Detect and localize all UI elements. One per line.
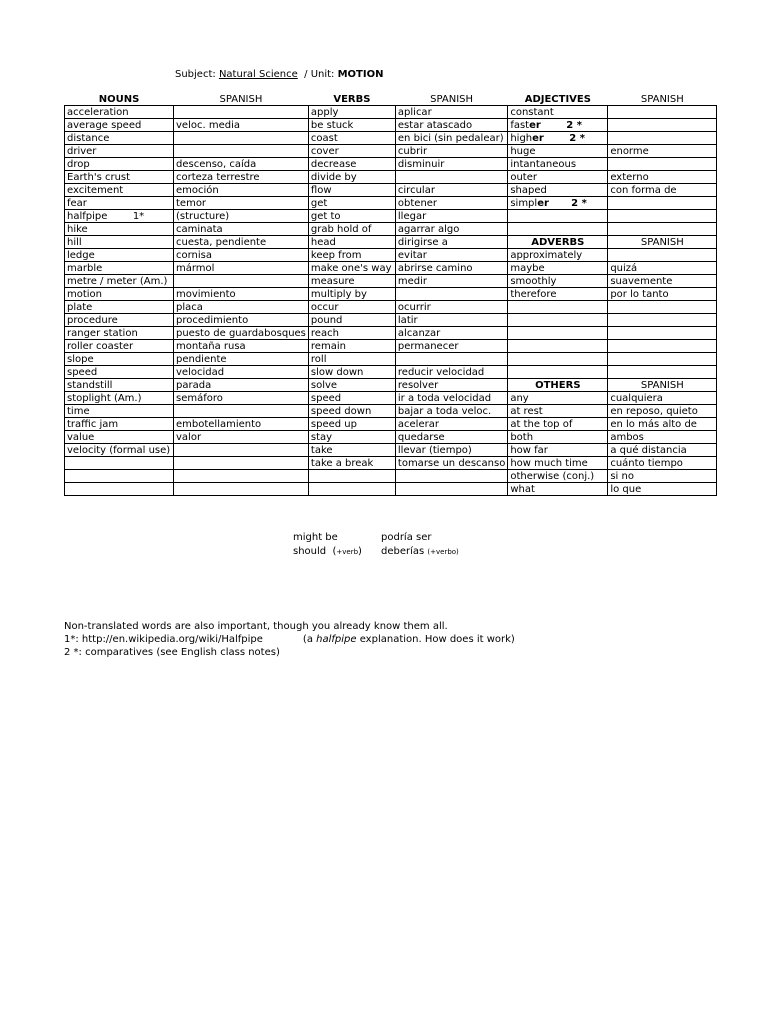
adjective-spanish-cell: externo (608, 171, 717, 184)
noun-cell: time (65, 405, 174, 418)
adjective-spanish-cell (608, 197, 717, 210)
adverbs-header: ADVERBS (508, 236, 608, 249)
noun-spanish-cell (174, 145, 309, 158)
note-line-2: 1*: http://en.wikipedia.org/wiki/Halfpipe (a halfpipe explanation. How does it work) (64, 634, 515, 645)
noun-cell (65, 483, 174, 496)
verbs-header: VERBS (308, 93, 395, 106)
footnotes (64, 620, 515, 659)
noun-cell: excitement (65, 184, 174, 197)
verb-cell (308, 470, 395, 483)
verb-cell: be stuck (308, 119, 395, 132)
other-spanish-cell: si no (608, 470, 717, 483)
spanish-header: SPANISH (608, 379, 717, 392)
adjective-spanish-cell (608, 132, 717, 145)
table-row (65, 444, 717, 457)
verb-spanish-cell (395, 470, 507, 483)
verb-cell: roll (308, 353, 395, 366)
extra-phrases (293, 531, 459, 559)
extra-row (293, 545, 459, 559)
table-row (65, 470, 717, 483)
noun-cell: acceleration (65, 106, 174, 119)
verb-cell: apply (308, 106, 395, 119)
adjective-spanish-cell (608, 223, 717, 236)
noun-cell: fear (65, 197, 174, 210)
verb-spanish-cell (395, 171, 507, 184)
table-row (65, 223, 717, 236)
verb-cell: occur (308, 301, 395, 314)
adverb-cell (508, 340, 608, 353)
noun-spanish-cell: mármol (174, 262, 309, 275)
verb-cell: pound (308, 314, 395, 327)
verb-cell: grab hold of (308, 223, 395, 236)
others-header: OTHERS (508, 379, 608, 392)
noun-spanish-cell: montaña rusa (174, 340, 309, 353)
noun-spanish-cell: corteza terrestre (174, 171, 309, 184)
table-row (65, 431, 717, 444)
noun-cell: stoplight (Am.) (65, 392, 174, 405)
table-row (65, 184, 717, 197)
extra-spanish: deberías (+verbo) (381, 546, 459, 557)
noun-spanish-cell: movimiento (174, 288, 309, 301)
table-row (65, 405, 717, 418)
verb-cell (308, 483, 395, 496)
verb-cell: head (308, 236, 395, 249)
adjective-spanish-cell (608, 210, 717, 223)
noun-cell: traffic jam (65, 418, 174, 431)
verb-spanish-cell (395, 353, 507, 366)
verb-spanish-cell: evitar (395, 249, 507, 262)
verb-spanish-cell: ocurrir (395, 301, 507, 314)
verb-spanish-cell (395, 483, 507, 496)
other-cell: otherwise (conj.) (508, 470, 608, 483)
other-spanish-cell: ambos (608, 431, 717, 444)
noun-cell: velocity (formal use) (65, 444, 174, 457)
adverb-cell (508, 353, 608, 366)
adjective-spanish-cell: enorme (608, 145, 717, 158)
adjective-cell: outer (508, 171, 608, 184)
noun-spanish-cell: parada (174, 379, 309, 392)
adverb-cell (508, 366, 608, 379)
other-cell: how far (508, 444, 608, 457)
table-row (65, 353, 717, 366)
noun-cell: roller coaster (65, 340, 174, 353)
other-spanish-cell: lo que (608, 483, 717, 496)
noun-cell: procedure (65, 314, 174, 327)
adjective-cell: shaped (508, 184, 608, 197)
verb-cell: get to (308, 210, 395, 223)
verb-cell: speed (308, 392, 395, 405)
unit-value: MOTION (337, 69, 384, 80)
unit-label: / Unit: (304, 69, 335, 80)
other-cell: how much time (508, 457, 608, 470)
noun-spanish-cell: cornisa (174, 249, 309, 262)
verb-spanish-cell: disminuir (395, 158, 507, 171)
verb-spanish-cell: aplicar (395, 106, 507, 119)
halfpipe-link[interactable]: 1*: http://en.wikipedia.org/wiki/Halfpipe (64, 634, 263, 645)
adverb-spanish-cell: quizá (608, 262, 717, 275)
adjective-spanish-cell (608, 106, 717, 119)
verb-spanish-cell: llevar (tiempo) (395, 444, 507, 457)
verb-cell: speed down (308, 405, 395, 418)
table-row (65, 262, 717, 275)
verb-spanish-cell: acelerar (395, 418, 507, 431)
table-row (65, 132, 717, 145)
verb-spanish-cell (395, 288, 507, 301)
noun-spanish-cell (174, 405, 309, 418)
verb-spanish-cell: cubrir (395, 145, 507, 158)
adverb-spanish-cell: por lo tanto (608, 288, 717, 301)
verb-spanish-cell: dirigirse a (395, 236, 507, 249)
table-row (65, 171, 717, 184)
spanish-header: SPANISH (608, 93, 717, 106)
other-cell: what (508, 483, 608, 496)
noun-spanish-cell: descenso, caída (174, 158, 309, 171)
other-cell: any (508, 392, 608, 405)
verb-cell: solve (308, 379, 395, 392)
extra-english: might be (293, 532, 338, 543)
noun-cell: value (65, 431, 174, 444)
verb-spanish-cell: quedarse (395, 431, 507, 444)
noun-cell: hike (65, 223, 174, 236)
verb-cell: decrease (308, 158, 395, 171)
noun-cell: average speed (65, 119, 174, 132)
other-spanish-cell: a qué distancia (608, 444, 717, 457)
table-row (65, 210, 717, 223)
table-row (65, 106, 717, 119)
table-row (65, 197, 717, 210)
noun-spanish-cell: pendiente (174, 353, 309, 366)
noun-spanish-cell (174, 132, 309, 145)
verb-spanish-cell: circular (395, 184, 507, 197)
verb-cell: divide by (308, 171, 395, 184)
verb-cell: coast (308, 132, 395, 145)
adverb-cell: smoothly (508, 275, 608, 288)
table-row (65, 483, 717, 496)
adverb-spanish-cell (608, 340, 717, 353)
adverb-cell: maybe (508, 262, 608, 275)
verb-spanish-cell: abrirse camino (395, 262, 507, 275)
verb-spanish-cell: ir a toda velocidad (395, 392, 507, 405)
subject-label: Subject: (175, 69, 216, 80)
adjective-cell (508, 223, 608, 236)
spanish-header: SPANISH (395, 93, 507, 106)
table-row (65, 379, 717, 392)
noun-spanish-cell: semáforo (174, 392, 309, 405)
verb-spanish-cell: agarrar algo (395, 223, 507, 236)
verb-spanish-cell: en bici (sin pedalear) (395, 132, 507, 145)
verb-spanish-cell: resolver (395, 379, 507, 392)
table-row (65, 236, 717, 249)
adjective-spanish-cell (608, 158, 717, 171)
verb-cell: take (308, 444, 395, 457)
table-row (65, 340, 717, 353)
extra-spanish: podría ser (381, 532, 432, 543)
other-spanish-cell: en reposo, quieto (608, 405, 717, 418)
noun-spanish-cell: veloc. media (174, 119, 309, 132)
adverb-cell (508, 301, 608, 314)
noun-cell: ranger station (65, 327, 174, 340)
table-row (65, 301, 717, 314)
noun-cell: Earth's crust (65, 171, 174, 184)
table-row (65, 392, 717, 405)
other-cell: both (508, 431, 608, 444)
verb-spanish-cell: latir (395, 314, 507, 327)
table-row (65, 327, 717, 340)
verb-spanish-cell: permanecer (395, 340, 507, 353)
adverb-spanish-cell: suavemente (608, 275, 717, 288)
verb-spanish-cell: obtener (395, 197, 507, 210)
noun-cell: hill (65, 236, 174, 249)
noun-spanish-cell: (structure) (174, 210, 309, 223)
table-row (65, 457, 717, 470)
other-cell: at the top of (508, 418, 608, 431)
noun-cell: drop (65, 158, 174, 171)
adverb-spanish-cell (608, 249, 717, 262)
noun-cell: motion (65, 288, 174, 301)
verb-spanish-cell: tomarse un descanso (395, 457, 507, 470)
noun-cell: marble (65, 262, 174, 275)
adverb-spanish-cell (608, 327, 717, 340)
adverb-cell: approximately (508, 249, 608, 262)
noun-spanish-cell: procedimiento (174, 314, 309, 327)
verb-cell: slow down (308, 366, 395, 379)
noun-spanish-cell: caminata (174, 223, 309, 236)
verb-spanish-cell: alcanzar (395, 327, 507, 340)
noun-spanish-cell (174, 457, 309, 470)
table-row (65, 119, 717, 132)
subject-value: Natural Science (218, 69, 298, 80)
noun-cell: speed (65, 366, 174, 379)
document-header (175, 69, 383, 80)
noun-cell: slope (65, 353, 174, 366)
adjective-cell: huge (508, 145, 608, 158)
adjective-cell: constant (508, 106, 608, 119)
adjective-cell: faster 2 * (508, 119, 608, 132)
verb-spanish-cell: reducir velocidad (395, 366, 507, 379)
verb-cell: remain (308, 340, 395, 353)
noun-spanish-cell: temor (174, 197, 309, 210)
noun-spanish-cell: embotellamiento (174, 418, 309, 431)
adjective-cell: intantaneous (508, 158, 608, 171)
nouns-header: NOUNS (65, 93, 174, 106)
noun-cell: plate (65, 301, 174, 314)
vocabulary-table (64, 93, 717, 496)
verb-cell: cover (308, 145, 395, 158)
verb-spanish-cell: llegar (395, 210, 507, 223)
extra-english: should (+verb) (293, 546, 362, 557)
noun-cell: standstill (65, 379, 174, 392)
noun-cell: driver (65, 145, 174, 158)
extra-row (293, 531, 459, 545)
verb-cell: measure (308, 275, 395, 288)
adjective-spanish-cell (608, 119, 717, 132)
adverb-cell: therefore (508, 288, 608, 301)
adverb-spanish-cell (608, 314, 717, 327)
verb-cell: keep from (308, 249, 395, 262)
table-row (65, 249, 717, 262)
verb-cell: make one's way (308, 262, 395, 275)
table-row (65, 158, 717, 171)
adjective-cell (508, 210, 608, 223)
adjective-cell: higher 2 * (508, 132, 608, 145)
noun-cell: distance (65, 132, 174, 145)
adjectives-header: ADJECTIVES (508, 93, 608, 106)
spanish-header: SPANISH (608, 236, 717, 249)
noun-cell (65, 470, 174, 483)
table-row (65, 366, 717, 379)
table-row (65, 275, 717, 288)
noun-cell: ledge (65, 249, 174, 262)
noun-spanish-cell (174, 275, 309, 288)
noun-spanish-cell (174, 470, 309, 483)
verb-spanish-cell: estar atascado (395, 119, 507, 132)
note-line-3: 2 *: comparatives (see English class notes) (64, 647, 280, 658)
verb-cell: get (308, 197, 395, 210)
noun-spanish-cell (174, 106, 309, 119)
verb-cell: take a break (308, 457, 395, 470)
table-row (65, 288, 717, 301)
verb-cell: speed up (308, 418, 395, 431)
noun-spanish-cell: valor (174, 431, 309, 444)
noun-spanish-cell (174, 483, 309, 496)
note-line-1: Non-translated words are also important, though you already know them all. (64, 621, 448, 632)
table-row (65, 145, 717, 158)
noun-spanish-cell: placa (174, 301, 309, 314)
table-row (65, 418, 717, 431)
verb-cell: reach (308, 327, 395, 340)
noun-cell: halfpipe 1* (65, 210, 174, 223)
adverb-cell (508, 327, 608, 340)
noun-spanish-cell: velocidad (174, 366, 309, 379)
noun-spanish-cell (174, 444, 309, 457)
verb-spanish-cell: medir (395, 275, 507, 288)
other-spanish-cell: cuánto tiempo (608, 457, 717, 470)
noun-cell (65, 457, 174, 470)
noun-spanish-cell: cuesta, pendiente (174, 236, 309, 249)
adverb-cell (508, 314, 608, 327)
noun-spanish-cell: emoción (174, 184, 309, 197)
verb-spanish-cell: bajar a toda veloc. (395, 405, 507, 418)
verb-cell: multiply by (308, 288, 395, 301)
noun-spanish-cell: puesto de guardabosques (174, 327, 309, 340)
adjective-spanish-cell: con forma de (608, 184, 717, 197)
verb-cell: stay (308, 431, 395, 444)
table-row (65, 314, 717, 327)
other-spanish-cell: cualquiera (608, 392, 717, 405)
adverb-spanish-cell (608, 366, 717, 379)
adverb-spanish-cell (608, 301, 717, 314)
adverb-spanish-cell (608, 353, 717, 366)
verb-cell: flow (308, 184, 395, 197)
noun-cell: metre / meter (Am.) (65, 275, 174, 288)
other-spanish-cell: en lo más alto de (608, 418, 717, 431)
other-cell: at rest (508, 405, 608, 418)
adjective-cell: simpler 2 * (508, 197, 608, 210)
spanish-header: SPANISH (174, 93, 309, 106)
